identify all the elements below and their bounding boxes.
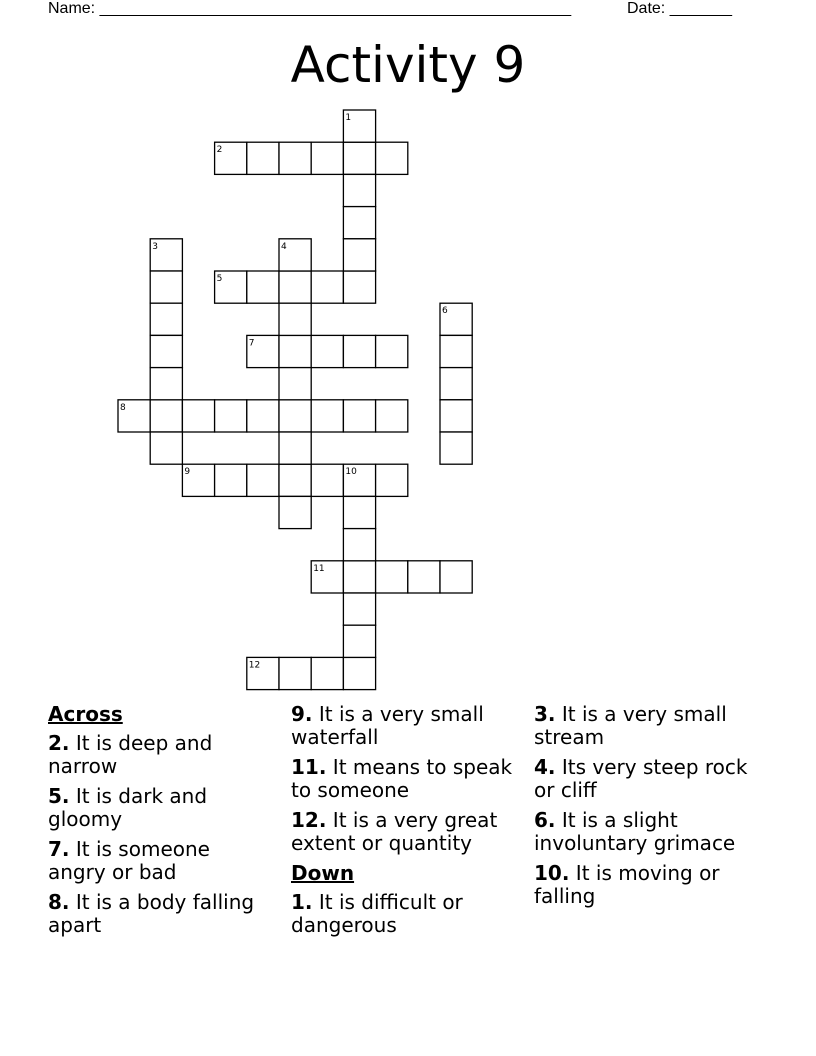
- grid-cell[interactable]: [150, 432, 182, 464]
- grid-cell[interactable]: [279, 271, 311, 303]
- clue-number-3: 3: [152, 241, 158, 252]
- grid-cell[interactable]: [343, 207, 375, 239]
- clue-number-9: 9: [184, 467, 191, 478]
- date-field-label: Date: _______: [627, 0, 732, 17]
- grid-cell[interactable]: [343, 625, 375, 657]
- grid-cell[interactable]: [376, 142, 408, 174]
- grid-cell[interactable]: [440, 561, 472, 593]
- grid-cell[interactable]: [150, 400, 182, 432]
- clue-number-7: 7: [248, 338, 255, 349]
- clue-down-3: 3. It is a very small stream: [534, 702, 727, 749]
- grid-cell[interactable]: [247, 400, 279, 432]
- clue-across-7: 7. It is someone angry or bad: [48, 837, 210, 884]
- clue-down-1: 1. It is difficult or dangerous: [291, 890, 463, 937]
- grid-cell[interactable]: [343, 400, 375, 432]
- grid-cell[interactable]: [408, 561, 440, 593]
- clue-number-2: 2: [216, 145, 223, 156]
- grid-cell[interactable]: [279, 335, 311, 367]
- grid-cell[interactable]: [150, 303, 182, 335]
- grid-cell[interactable]: [279, 496, 311, 528]
- clue-down-10: 10. It is moving or falling: [534, 861, 720, 908]
- clue-across-12: 12. It is a very great extent or quantity: [291, 808, 498, 855]
- grid-cell[interactable]: [311, 400, 343, 432]
- grid-cell[interactable]: [311, 142, 343, 174]
- grid-cell[interactable]: [440, 400, 472, 432]
- clue-number-5: 5: [216, 274, 223, 284]
- grid-cell[interactable]: [215, 400, 247, 432]
- grid-cell[interactable]: [279, 400, 311, 432]
- grid-cell[interactable]: [343, 496, 375, 528]
- grid-cell[interactable]: [343, 335, 375, 367]
- grid-cell[interactable]: [343, 239, 375, 271]
- clue-across-2: 2. It is deep and narrow: [48, 731, 213, 778]
- grid-cell[interactable]: [247, 271, 279, 303]
- clues-column-1: [48, 703, 273, 944]
- grid-cell[interactable]: [150, 368, 182, 400]
- grid-cell[interactable]: [343, 593, 375, 625]
- clue-number-4: 4: [281, 241, 287, 252]
- grid-cell[interactable]: [343, 657, 375, 689]
- across-heading: Across: [48, 702, 123, 726]
- grid-cell[interactable]: [279, 368, 311, 400]
- grid-cell[interactable]: [376, 335, 408, 367]
- grid-cell[interactable]: [343, 271, 375, 303]
- grid-cell[interactable]: [279, 142, 311, 174]
- grid-cell[interactable]: [247, 464, 279, 496]
- grid-cell[interactable]: [150, 271, 182, 303]
- grid-cell[interactable]: [279, 432, 311, 464]
- clue-down-6: 6. It is a slight involuntary grimace: [534, 808, 736, 855]
- grid-cell[interactable]: [311, 464, 343, 496]
- clue-across-11: 11. It means to speak to someone: [291, 755, 513, 802]
- grid-cell[interactable]: [440, 368, 472, 400]
- page-title: Activity 9: [290, 36, 526, 94]
- grid-cell[interactable]: [311, 271, 343, 303]
- clue-number-8: 8: [120, 402, 126, 413]
- grid-cell[interactable]: [279, 303, 311, 335]
- grid-cell[interactable]: [343, 529, 375, 561]
- clue-number-6: 6: [442, 306, 448, 317]
- clue-number-1: 1: [345, 113, 352, 123]
- grid-cell[interactable]: [343, 174, 375, 206]
- grid-cell[interactable]: [182, 400, 214, 432]
- clue-across-9: 9. It is a very small waterfall: [291, 702, 484, 749]
- clue-across-8: 8. It is a body falling apart: [48, 890, 255, 937]
- clue-number-12: 12: [248, 660, 261, 671]
- grid-cell[interactable]: [215, 464, 247, 496]
- grid-cell[interactable]: [343, 142, 375, 174]
- clue-number-11: 11: [313, 563, 325, 574]
- grid-cell[interactable]: [247, 142, 279, 174]
- grid-cell[interactable]: [279, 657, 311, 689]
- clues-column-2: [291, 703, 521, 944]
- grid-cell[interactable]: [343, 561, 375, 593]
- down-heading: Down: [291, 861, 355, 885]
- clues-column-3: [534, 703, 774, 915]
- grid-cell[interactable]: [376, 464, 408, 496]
- grid-cell[interactable]: [150, 335, 182, 367]
- clue-across-5: 5. It is dark and gloomy: [48, 784, 208, 831]
- name-field-label: Name: _____________________________________________________: [48, 0, 572, 17]
- clue-down-4: 4. Its very steep rock or cliff: [534, 755, 748, 802]
- grid-cell[interactable]: [440, 335, 472, 367]
- grid-cell[interactable]: [311, 657, 343, 689]
- grid-cell[interactable]: [376, 561, 408, 593]
- grid-cell[interactable]: [440, 432, 472, 464]
- grid-cell[interactable]: [311, 335, 343, 367]
- clue-number-10: 10: [345, 467, 357, 478]
- grid-cell[interactable]: [376, 400, 408, 432]
- grid-cell[interactable]: [279, 464, 311, 496]
